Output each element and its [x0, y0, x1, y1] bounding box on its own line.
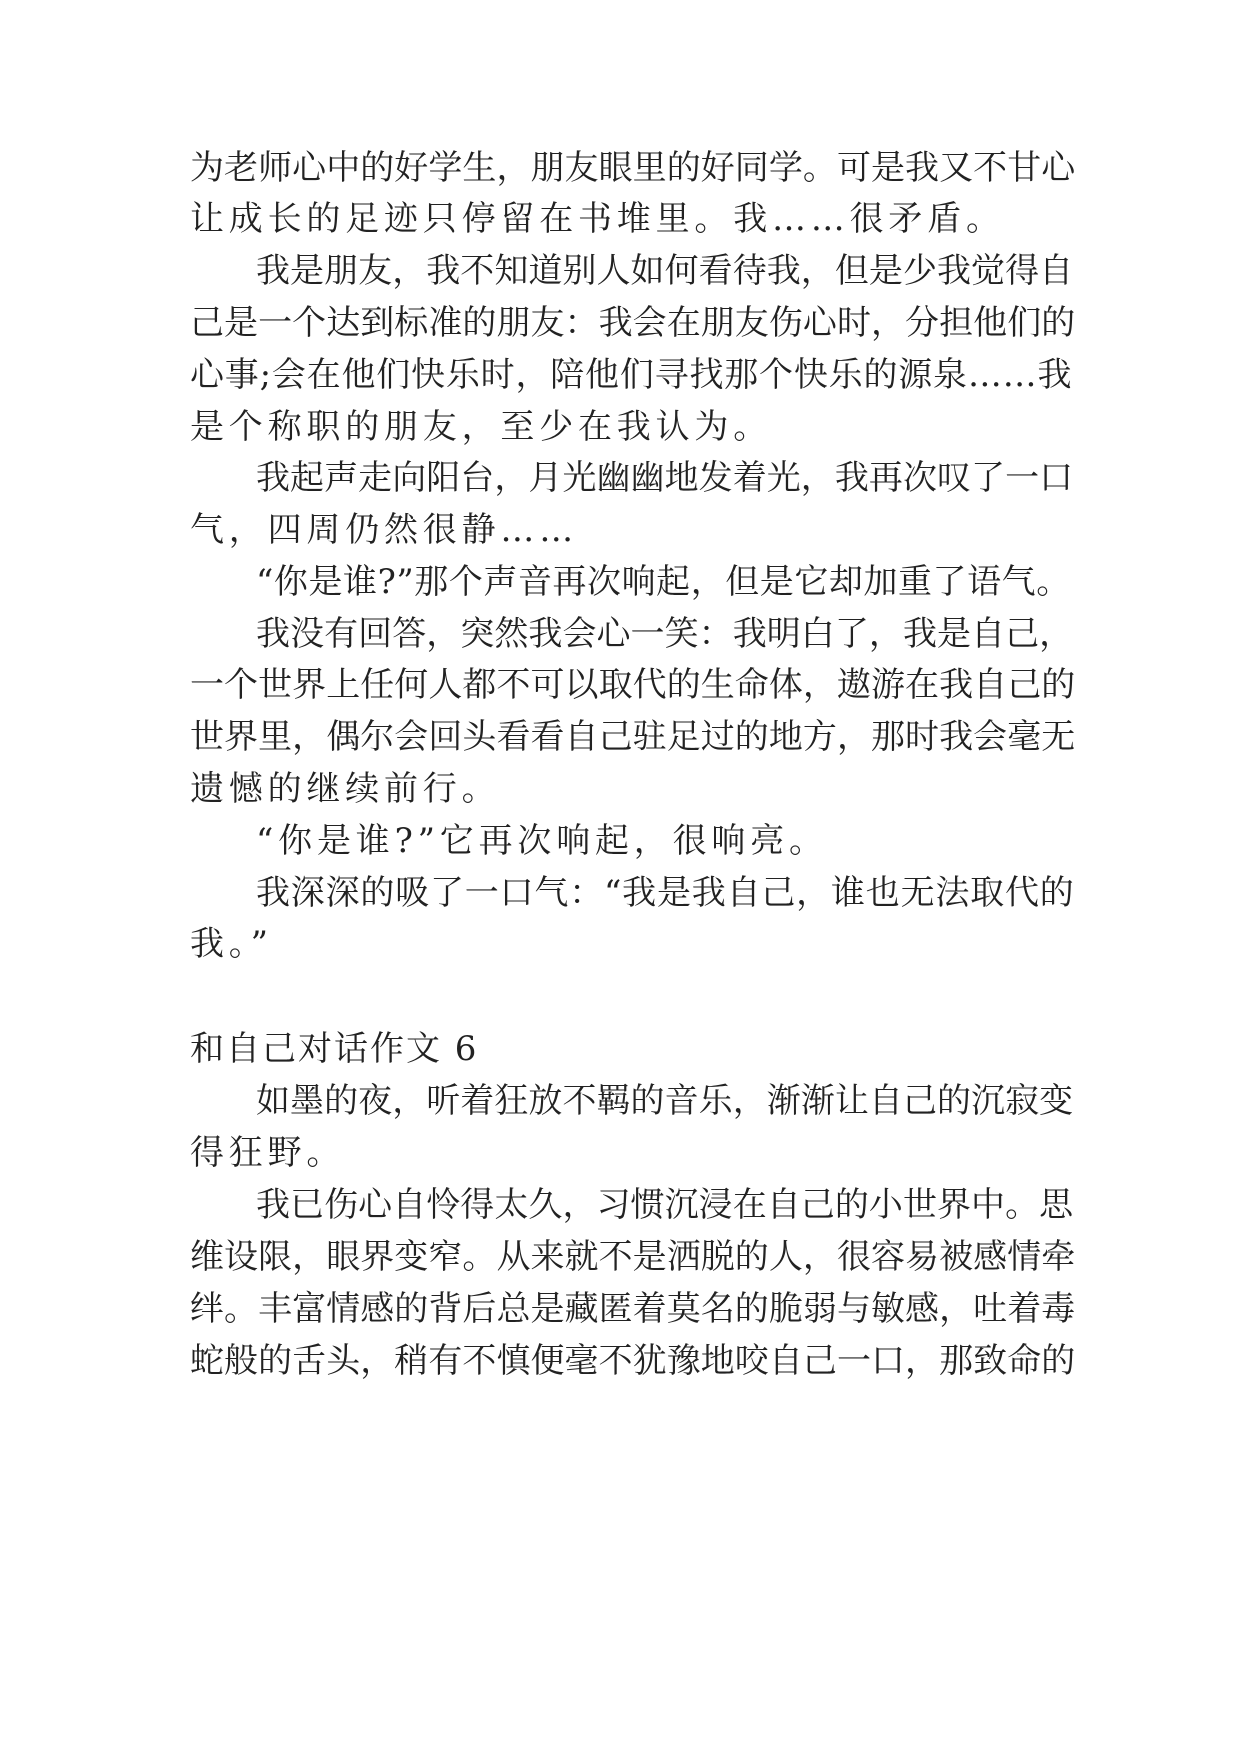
paragraph-line: 己是一个达到标准的朋友：我会在朋友伤心时，分担他们的	[190, 303, 1076, 343]
paragraph-line: 我没有回答，突然我会心一笑：我明白了，我是自己，	[256, 614, 1074, 654]
paragraph-line: 我是朋友，我不知道别人如何看待我，但是少我觉得自	[256, 251, 1074, 291]
paragraph-line: 绊。丰富情感的背后总是藏匿着莫名的脆弱与敏感，吐着毒	[190, 1289, 1076, 1329]
paragraph-line: “你是谁?”它再次响起，很响亮。	[256, 821, 828, 861]
paragraph-line: 为老师心中的好学生，朋友眼里的好同学。可是我又不甘心	[190, 148, 1076, 188]
paragraph-line: 蛇般的舌头，稍有不慎便毫不犹豫地咬自己一口，那致命的	[190, 1341, 1076, 1381]
paragraph-line: 是个称职的朋友，至少在我认为。	[190, 407, 772, 447]
paragraph-line: 心事;会在他们快乐时，陪他们寻找那个快乐的源泉……我	[190, 355, 1073, 395]
section-heading: 和自己对话作文 6	[190, 1029, 479, 1069]
paragraph-line: 一个世界上任何人都不可以取代的生命体，遨游在我自己的	[190, 665, 1076, 705]
paragraph-line: 得狂野。	[190, 1133, 346, 1173]
paragraph-line: 维设限，眼界变窄。从来就不是洒脱的人，很容易被感情牵	[190, 1237, 1076, 1277]
paragraph-line: 我深深的吸了一口气：“我是我自己，谁也无法取代的	[256, 873, 1075, 913]
paragraph-line: 我已伤心自怜得太久，习惯沉浸在自己的小世界中。思	[256, 1185, 1074, 1225]
paragraph-line: 我起声走向阳台，月光幽幽地发着光，我再次叹了一口	[256, 458, 1074, 498]
paragraph-line: 遗憾的继续前行。	[190, 769, 501, 809]
paragraph-line: 如墨的夜，听着狂放不羁的音乐，渐渐让自己的沉寂变	[256, 1081, 1074, 1121]
paragraph-line: 我。”	[190, 924, 273, 964]
paragraph-line: 气，四周仍然很静……	[190, 510, 578, 550]
paragraph-line: 世界里，偶尔会回头看看自己驻足过的地方，那时我会毫无	[190, 717, 1076, 757]
paragraph-line: 让成长的足迹只停留在书堆里。我……很矛盾。	[190, 199, 1005, 239]
paragraph-line: “你是谁?”那个声音再次响起，但是它却加重了语气。	[256, 562, 1071, 602]
